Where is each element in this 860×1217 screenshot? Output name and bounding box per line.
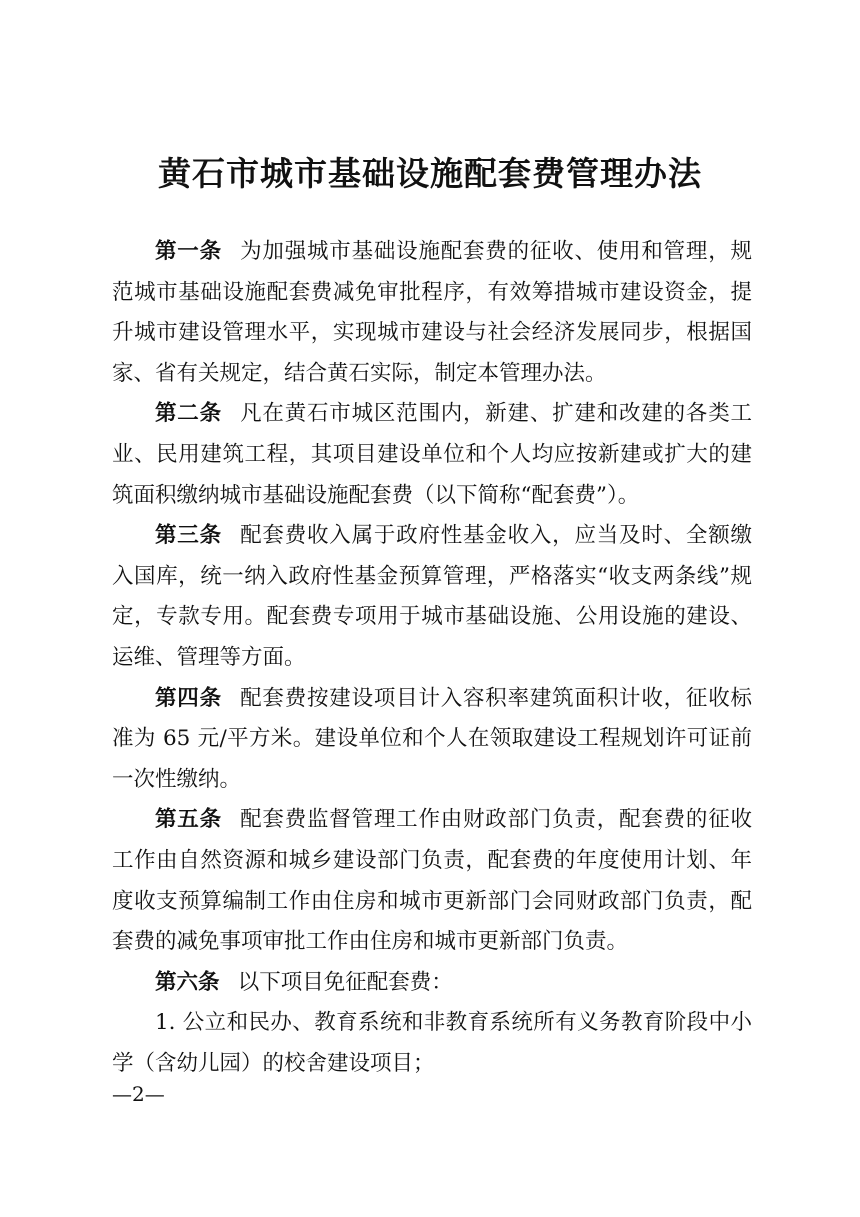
- article-text: 配套费按建设项目计入容积率建筑面积计收，征收标准为 65 元/平方米。建设单位和个人在领取建设工程规划许可证前一次性缴纳。: [112, 685, 752, 792]
- page-number: —2—: [112, 1082, 165, 1106]
- article-5: [112, 800, 752, 962]
- article-label: 第四条: [155, 685, 222, 711]
- article-6: [112, 963, 752, 1004]
- article-text: 配套费收入属于政府性基金收入，应当及时、全额缴入国库，统一纳入政府性基金预算管理，严格落实“收支两条线”规定，专款专用。配套费专项用于城市基础设施、公用设施的建设、运维、管理等方面。: [112, 523, 752, 670]
- document-title: 黄石市城市基础设施配套费管理办法: [158, 154, 702, 193]
- article-text: 凡在黄石市城区范围内，新建、扩建和改建的各类工业、民用建筑工程，其项目建设单位和个人均应按新建或扩大的建筑面积缴纳城市基础设施配套费（以下简称“配套费”）。: [112, 401, 752, 508]
- article-text: 为加强城市基础设施配套费的征收、使用和管理，规范城市基础设施配套费减免审批程序，有效筹措城市建设资金，提升城市建设管理水平，实现城市建设与社会经济发展同步，根据国家、省有关规定，结合黄石实际，制定本管理办法。: [112, 239, 752, 386]
- list-item: 1. 公立和民办、教育系统和非教育系统所有义务教育阶段中小学（含幼儿园）的校舍建设项目；: [112, 1010, 752, 1076]
- article-2: [112, 394, 752, 516]
- article-label: 第六条: [155, 969, 220, 995]
- article-label: 第二条: [155, 401, 222, 427]
- article-text: 以下项目免征配套费：: [237, 969, 453, 995]
- article-label: 第三条: [155, 523, 222, 549]
- article-1: [112, 232, 752, 394]
- document-body: [112, 232, 752, 1084]
- article-label: 第一条: [155, 239, 222, 264]
- article-4: [112, 679, 752, 801]
- article-text: 配套费监督管理工作由财政部门负责，配套费的征收工作由自然资源和城乡建设部门负责，配套费的年度使用计划、年度收支预算编制工作由住房和城市更新部门会同财政部门负责，配套费的减免事项审批工作由住房和城市更新部门负责。: [112, 807, 752, 955]
- article-3: [112, 516, 752, 678]
- article-label: 第五条: [155, 807, 222, 833]
